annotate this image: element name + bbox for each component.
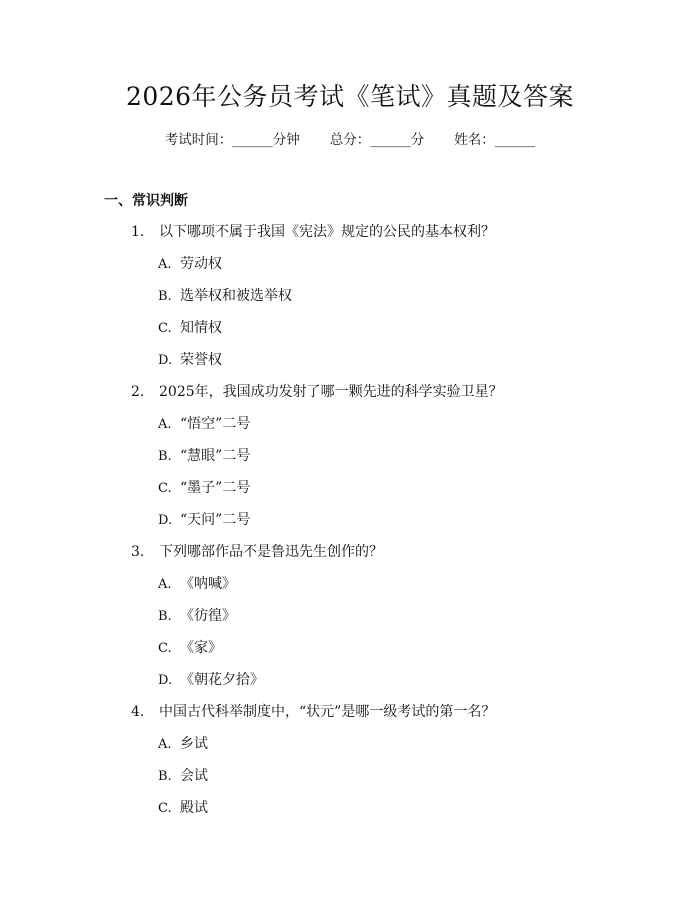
- option-text: 《呐喊》: [180, 576, 236, 592]
- option-2-c: [158, 478, 250, 499]
- question-text: 下列哪部作品不是鲁迅先生创作的？: [159, 544, 383, 560]
- option-text: “悟空”二号: [180, 416, 251, 432]
- option-text: 荣誉权: [180, 352, 222, 368]
- option-letter: A.: [158, 257, 172, 272]
- option-text: 殿试: [180, 800, 208, 816]
- option-letter: A.: [158, 577, 172, 592]
- option-letter: B.: [158, 609, 172, 624]
- option-1-c: [158, 318, 222, 339]
- question-number: 3.: [131, 544, 145, 560]
- question-1: [131, 222, 495, 242]
- option-text: “慧眼”二号: [180, 448, 251, 464]
- question-text: 中国古代科举制度中，“状元”是哪一级考试的第一名？: [159, 704, 496, 720]
- option-3-a: [158, 574, 236, 595]
- option-1-d: [158, 350, 222, 371]
- option-letter: D.: [158, 353, 173, 368]
- question-text: 2025年，我国成功发射了哪一颗先进的科学实验卫星？: [159, 384, 503, 400]
- option-text: 《彷徨》: [180, 608, 236, 624]
- option-letter: C.: [158, 321, 172, 336]
- option-4-b: [158, 766, 208, 787]
- question-2: [131, 382, 503, 402]
- option-3-d: [158, 670, 264, 691]
- option-letter: A.: [158, 737, 172, 752]
- option-text: 劳动权: [180, 256, 222, 272]
- name-field: 姓名：______: [454, 132, 536, 148]
- option-4-a: [158, 734, 208, 755]
- option-letter: B.: [158, 769, 172, 784]
- option-2-b: [158, 446, 250, 467]
- option-text: 乡试: [180, 736, 208, 752]
- option-text: 《朝花夕拾》: [180, 672, 264, 688]
- option-3-b: [158, 606, 236, 627]
- option-2-a: [158, 414, 250, 435]
- option-4-c: [158, 798, 208, 819]
- option-1-b: [158, 286, 292, 307]
- section-heading: 一、常识判断: [104, 193, 188, 209]
- exam-info-line: [0, 130, 700, 150]
- question-text: 以下哪项不属于我国《宪法》规定的公民的基本权利？: [159, 224, 495, 240]
- option-letter: D.: [158, 513, 173, 528]
- question-number: 4.: [131, 704, 145, 720]
- option-text: 选举权和被选举权: [180, 288, 292, 304]
- option-letter: C.: [158, 801, 172, 816]
- option-text: “天问”二号: [180, 512, 251, 528]
- option-text: 知情权: [180, 320, 222, 336]
- option-letter: B.: [158, 449, 172, 464]
- option-3-c: [158, 638, 222, 659]
- question-number: 2.: [131, 384, 145, 400]
- exam-time-field: 考试时间：______分钟: [164, 132, 300, 148]
- question-3: [131, 542, 383, 562]
- question-number: 1.: [131, 224, 145, 240]
- option-letter: D.: [158, 673, 173, 688]
- option-letter: B.: [158, 289, 172, 304]
- option-letter: C.: [158, 481, 172, 496]
- option-letter: C.: [158, 641, 172, 656]
- option-text: 会试: [180, 768, 208, 784]
- option-2-d: [158, 510, 250, 531]
- option-text: 《家》: [180, 640, 222, 656]
- option-letter: A.: [158, 417, 172, 432]
- total-score-field: 总分：______分: [329, 132, 425, 148]
- question-4: [131, 702, 495, 722]
- option-text: “墨子”二号: [180, 480, 251, 496]
- option-1-a: [158, 254, 222, 275]
- page-title: 2026年公务员考试《笔试》真题及答案: [125, 82, 575, 111]
